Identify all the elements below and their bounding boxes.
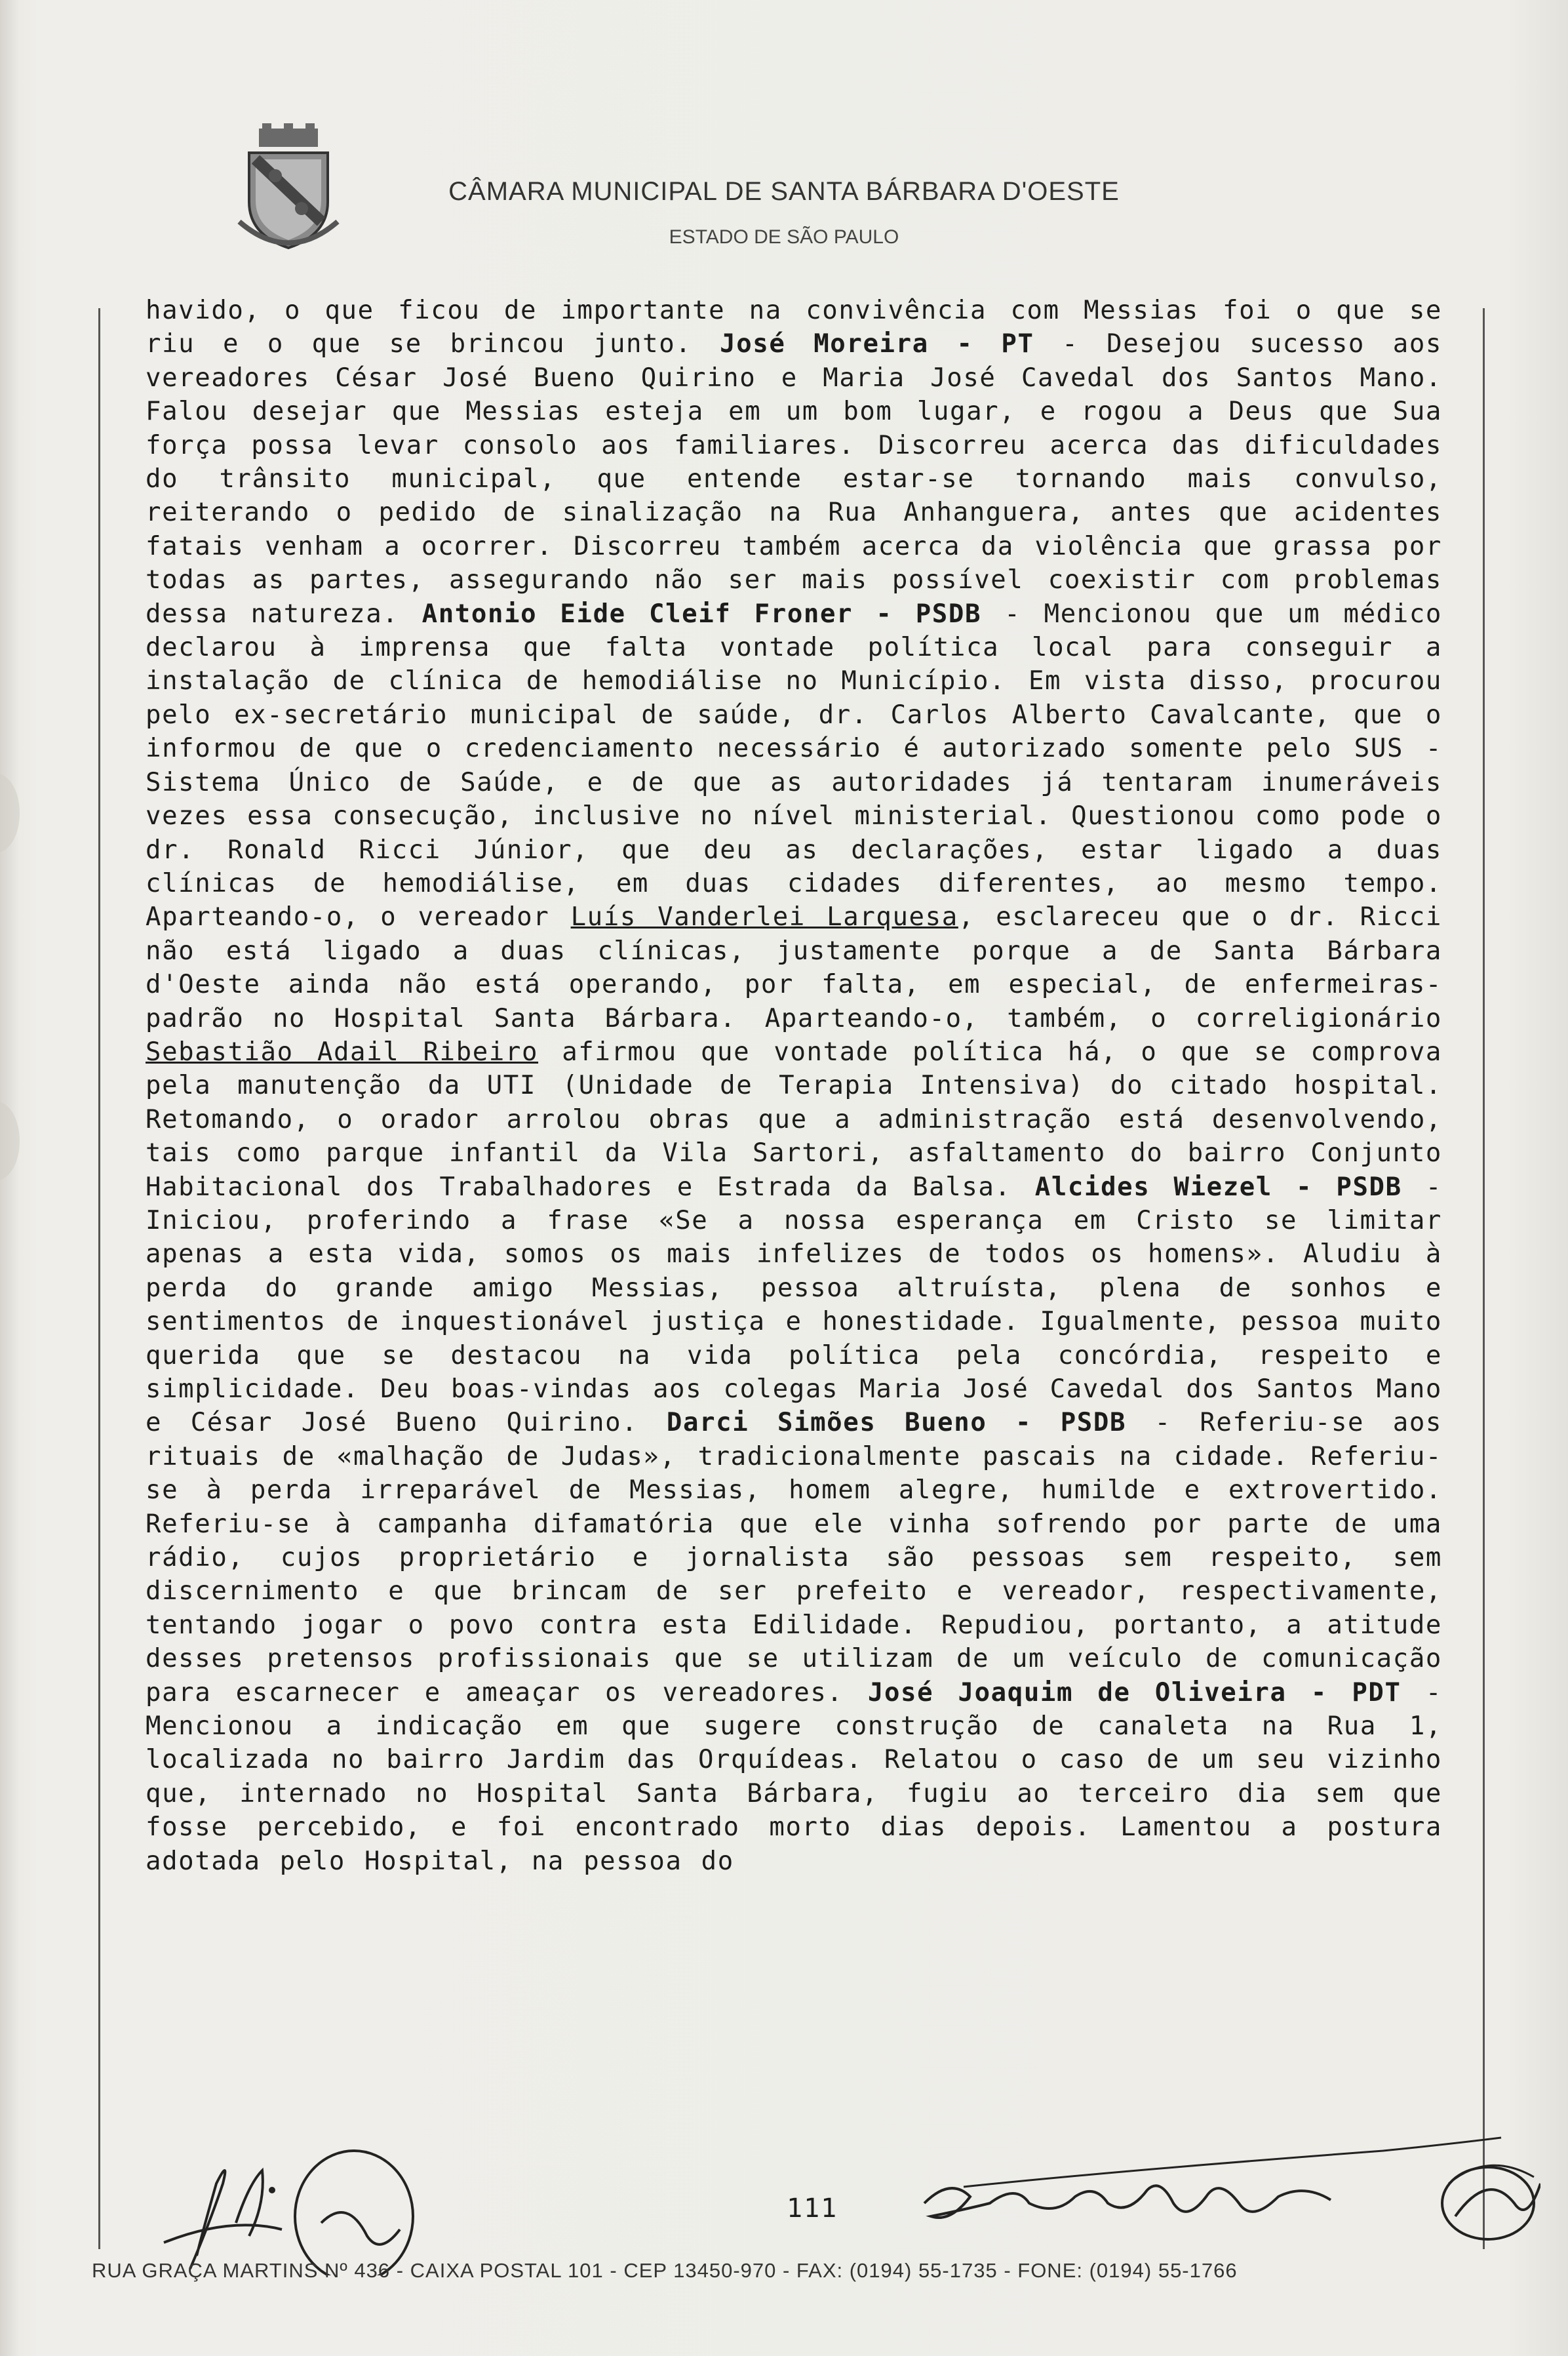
underlined-name: Sebastião Adail Ribeiro	[146, 1037, 539, 1067]
signature-left-icon	[151, 2144, 518, 2275]
address-footer: RUA GRAÇA MARTINS Nº 436 - CAIXA POSTAL 101 - CEP 13450-970 - FAX: (0194) 55-1735 - FONE: (0194) 55-1766	[92, 2259, 1238, 2282]
underlined-name: Luís Vanderlei Larquesa	[570, 902, 958, 932]
signature-right-icon	[911, 2125, 1540, 2249]
speaker-name: Antonio Eide Cleif Froner - PSDB	[421, 599, 982, 629]
institution-state: ESTADO DE SÃO PAULO	[669, 226, 899, 248]
speaker-name: José Moreira - PT	[720, 329, 1034, 359]
binder-hole-shadow	[0, 774, 20, 852]
institution-name: CÂMARA MUNICIPAL DE SANTA BÁRBARA D'OESTE	[448, 177, 1120, 206]
left-margin-line	[98, 308, 100, 2249]
speaker-name: Darci Simões Bueno - PSDB	[666, 1408, 1127, 1438]
minutes-body-text: havido, o que ficou de importante na convivência com Messias foi o que se riu e o que se brincou junto. José Moreira - PT - Desejou sucesso aos vereadores César José Bueno Quirino e Maria José Cavedal dos Santos Mano. Falou desejar que Messias esteja em um bom lugar, e rogou a Deus que Sua força possa levar consolo aos familiares. Discorreu acerca das dificuldades do trânsito municipal, que entende estar-se tornando mais convulso, reiterando o pedido de sinalização na Rua Anhanguera, antes que acidentes fatais venham a ocorrer. Discorreu também acerca da violência que grassa por todas as partes, assegurando não ser mais possível coexistir com problemas dessa natureza. Antonio Eide Cleif Froner - PSDB - Mencionou que um médico declarou à imprensa que falta vontade política local para conseguir a instalação de clínica de hemodiálise no Município. Em vista disso, procurou pelo ex-secretário municipal de saúde, dr. Carlos Alberto Cavalcante, que o informou de que o credenciamento necessário é autorizado somente pelo SUS - Sistema Único de Saúde, e de que as autoridades já tentaram inumeráveis vezes essa consecução, inclusive no nível ministerial. Questionou como pode o dr. Ronald Ricci Júnior, que deu as declarações, estar ligado a duas clínicas de hemodiálise, em duas cidades diferentes, ao mesmo tempo. Aparteando-o, o vereador Luís Vanderlei Larquesa, esclareceu que o dr. Ricci não está ligado a duas clínicas, justamente porque a de Santa Bárbara d'Oeste ainda não está operando, por falta, em especial, de enfermeiras-padrão no Hospital Santa Bárbara. Aparteando-o, também, o correligionário Sebastião Adail Ribeiro afirmou que vontade política há, o que se comprova pela manutenção da UTI (Unidade de Terapia Intensiva) do citado hospital. Retomando, o orador arrolou obras que a administração está desenvolvendo, tais como parque infantil da Vila Sartori, asfaltamento do bairro Conjunto Habitacional dos Trabalhadores e Estrada da Balsa. Alcides Wiezel - PSDB - Iniciou, proferindo a frase «Se a nossa esperança em Cristo se limitar apenas a esta vida, somos os mais infelizes de todos os homens». Aludiu à perda do grande amigo Messias, pessoa altruísta, plena de sonhos e sentimentos de inquestionável justiça e honestidade. Igualmente, pessoa muito querida que se destacou na vida política pela concórdia, respeito e simplicidade. Deu boas-vindas aos colegas Maria José Cavedal dos Santos Mano e César José Bueno Quirino. Darci Simões Bueno - PSDB - Referiu-se aos rituais de «malhação de Judas», tradicionalmente pascais na cidade. Referiu-se à perda irreparável de Messias, homem alegre, humilde e extrovertido. Referiu-se à campanha difamatória que ele vinha sofrendo por parte de uma rádio, cujos proprietário e jornalista são pessoas sem respeito, sem discernimento e que brincam de ser prefeito e vereador, respectivamente, tentando jogar o povo contra esta Edilidade. Repudiou, portanto, a atitude desses pretensos profissionais que se utilizam de um veículo de comunicação para escarnecer e ameaçar os vereadores. José Joaquim de Oliveira - PDT - Mencionou a indicação em que sugere construção de canaleta na Rua 1, localizada no bairro Jardim das Orquídeas. Relatou o caso de um seu vizinho que, internado no Hospital Santa Bárbara, fugiu ao terceiro dia sem que fosse percebido, e foi encontrado morto dias depois. Lamentou a postura adotada pelo Hospital, na pessoa do	[146, 296, 1443, 1876]
speaker-name: José Joaquim de Oliveira - PDT	[867, 1677, 1401, 1707]
right-margin-line	[1483, 308, 1485, 2249]
binder-hole-shadow	[0, 1102, 20, 1180]
speaker-name: Alcides Wiezel - PSDB	[1034, 1172, 1402, 1202]
page-number: 111	[787, 2193, 838, 2224]
